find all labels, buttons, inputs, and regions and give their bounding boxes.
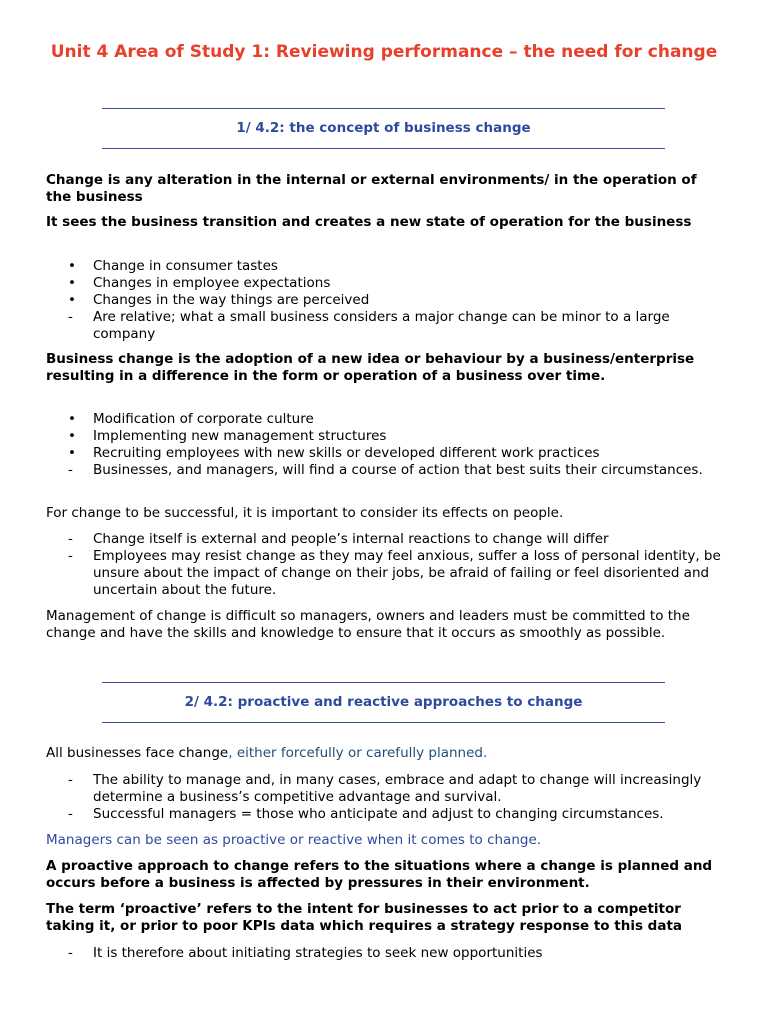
- bullet-marker: •: [68, 292, 76, 308]
- list-item-text: Businesses, and managers, will find a course of action that best suits their circumstances.: [93, 462, 703, 478]
- list-item: [46, 309, 726, 343]
- list-item: [46, 445, 726, 462]
- bullet-marker: •: [68, 445, 76, 461]
- dash-marker: -: [68, 806, 73, 822]
- list-item-text: Change in consumer tastes: [93, 258, 278, 274]
- bullet-marker: •: [68, 428, 76, 444]
- dash-marker: -: [68, 309, 73, 325]
- paragraph-business-transition: It sees the business transition and creates a new state of operation for the business: [46, 214, 692, 230]
- list-change-examples: [46, 258, 726, 343]
- list-change-management: [46, 772, 726, 823]
- paragraph-change-definition: Change is any alteration in the internal or external environments/ in the operation of the business: [46, 172, 697, 205]
- paragraph-highlight-text: , either forcefully or carefully planned.: [228, 745, 488, 761]
- section-heading-2: 2/ 4.2: proactive and reactive approaches to change: [184, 694, 583, 710]
- list-item-text: Are relative; what a small business considers a major change can be minor to a large company: [93, 309, 670, 342]
- list-effects-on-people: [46, 531, 726, 599]
- list-item-text: Changes in employee expectations: [93, 275, 331, 291]
- section-divider-top: [102, 108, 665, 109]
- paragraph-management-of-change: Management of change is difficult so managers, owners and leaders must be committed to the change and have the skills and knowledge to ensure that it occurs as smoothly as possible.: [46, 608, 690, 641]
- list-item: [46, 462, 726, 479]
- paragraph-business-change-definition: Business change is the adoption of a new idea or behaviour by a business/enterprise resulting in a difference in the form or operation of a business over time.: [46, 351, 695, 384]
- list-item-text: It is therefore about initiating strategies to seek new opportunities: [93, 945, 543, 961]
- list-item-text: Implementing new management structures: [93, 428, 387, 444]
- section-divider-top: [102, 682, 665, 683]
- dash-marker: -: [68, 531, 73, 547]
- dash-marker: -: [68, 945, 73, 961]
- list-item: [46, 275, 726, 292]
- paragraph-proactive-or-reactive: Managers can be seen as proactive or reactive when it comes to change.: [46, 832, 542, 848]
- document-title: Unit 4 Area of Study 1: Reviewing performance – the need for change: [50, 42, 718, 62]
- list-item: [46, 806, 726, 823]
- list-item: [46, 292, 726, 309]
- list-item: [46, 258, 726, 275]
- dash-marker: -: [68, 772, 73, 788]
- list-business-change-examples: [46, 411, 726, 479]
- list-item-text: Changes in the way things are perceived: [93, 292, 370, 308]
- list-item: [46, 531, 726, 548]
- list-initiating-strategies: [46, 945, 726, 962]
- section-divider-bottom: [102, 722, 665, 723]
- bullet-marker: •: [68, 275, 76, 291]
- list-item: [46, 548, 726, 599]
- bullet-marker: •: [68, 411, 76, 427]
- list-item-text: The ability to manage and, in many cases, embrace and adapt to change will increasingly determine a business’s competitive advantage and survival.: [93, 772, 702, 805]
- list-item-text: Successful managers = those who anticipate and adjust to changing circumstances.: [93, 806, 664, 822]
- list-item: [46, 772, 726, 806]
- list-item: [46, 945, 726, 962]
- paragraph-proactive-term: The term ‘proactive’ refers to the intent for businesses to act prior to a competitor taking it, or prior to poor KPIs data which requires a strategy response to this data: [46, 901, 683, 934]
- paragraph-text: All businesses face change: [46, 745, 229, 761]
- paragraph-change-success: For change to be successful, it is important to consider its effects on people.: [46, 505, 564, 521]
- list-item: [46, 428, 726, 445]
- bullet-marker: •: [68, 258, 76, 274]
- list-item-text: Employees may resist change as they may feel anxious, suffer a loss of personal identity, be unsure about the impact of change on their jobs, be afraid of failing or feel disoriented and uncertain about the future.: [93, 548, 721, 598]
- dash-marker: -: [68, 548, 73, 564]
- paragraph-proactive-approach: A proactive approach to change refers to the situations where a change is planned and occurs before a business is affected by pressures in their environment.: [46, 858, 713, 891]
- section-heading-1: 1/ 4.2: the concept of business change: [236, 120, 531, 136]
- list-item-text: Modification of corporate culture: [93, 411, 314, 427]
- dash-marker: -: [68, 462, 73, 478]
- list-item: [46, 411, 726, 428]
- list-item-text: Change itself is external and people’s internal reactions to change will differ: [93, 531, 609, 547]
- paragraph-all-businesses-face-change: [46, 745, 726, 762]
- section-divider-bottom: [102, 148, 665, 149]
- list-item-text: Recruiting employees with new skills or developed different work practices: [93, 445, 600, 461]
